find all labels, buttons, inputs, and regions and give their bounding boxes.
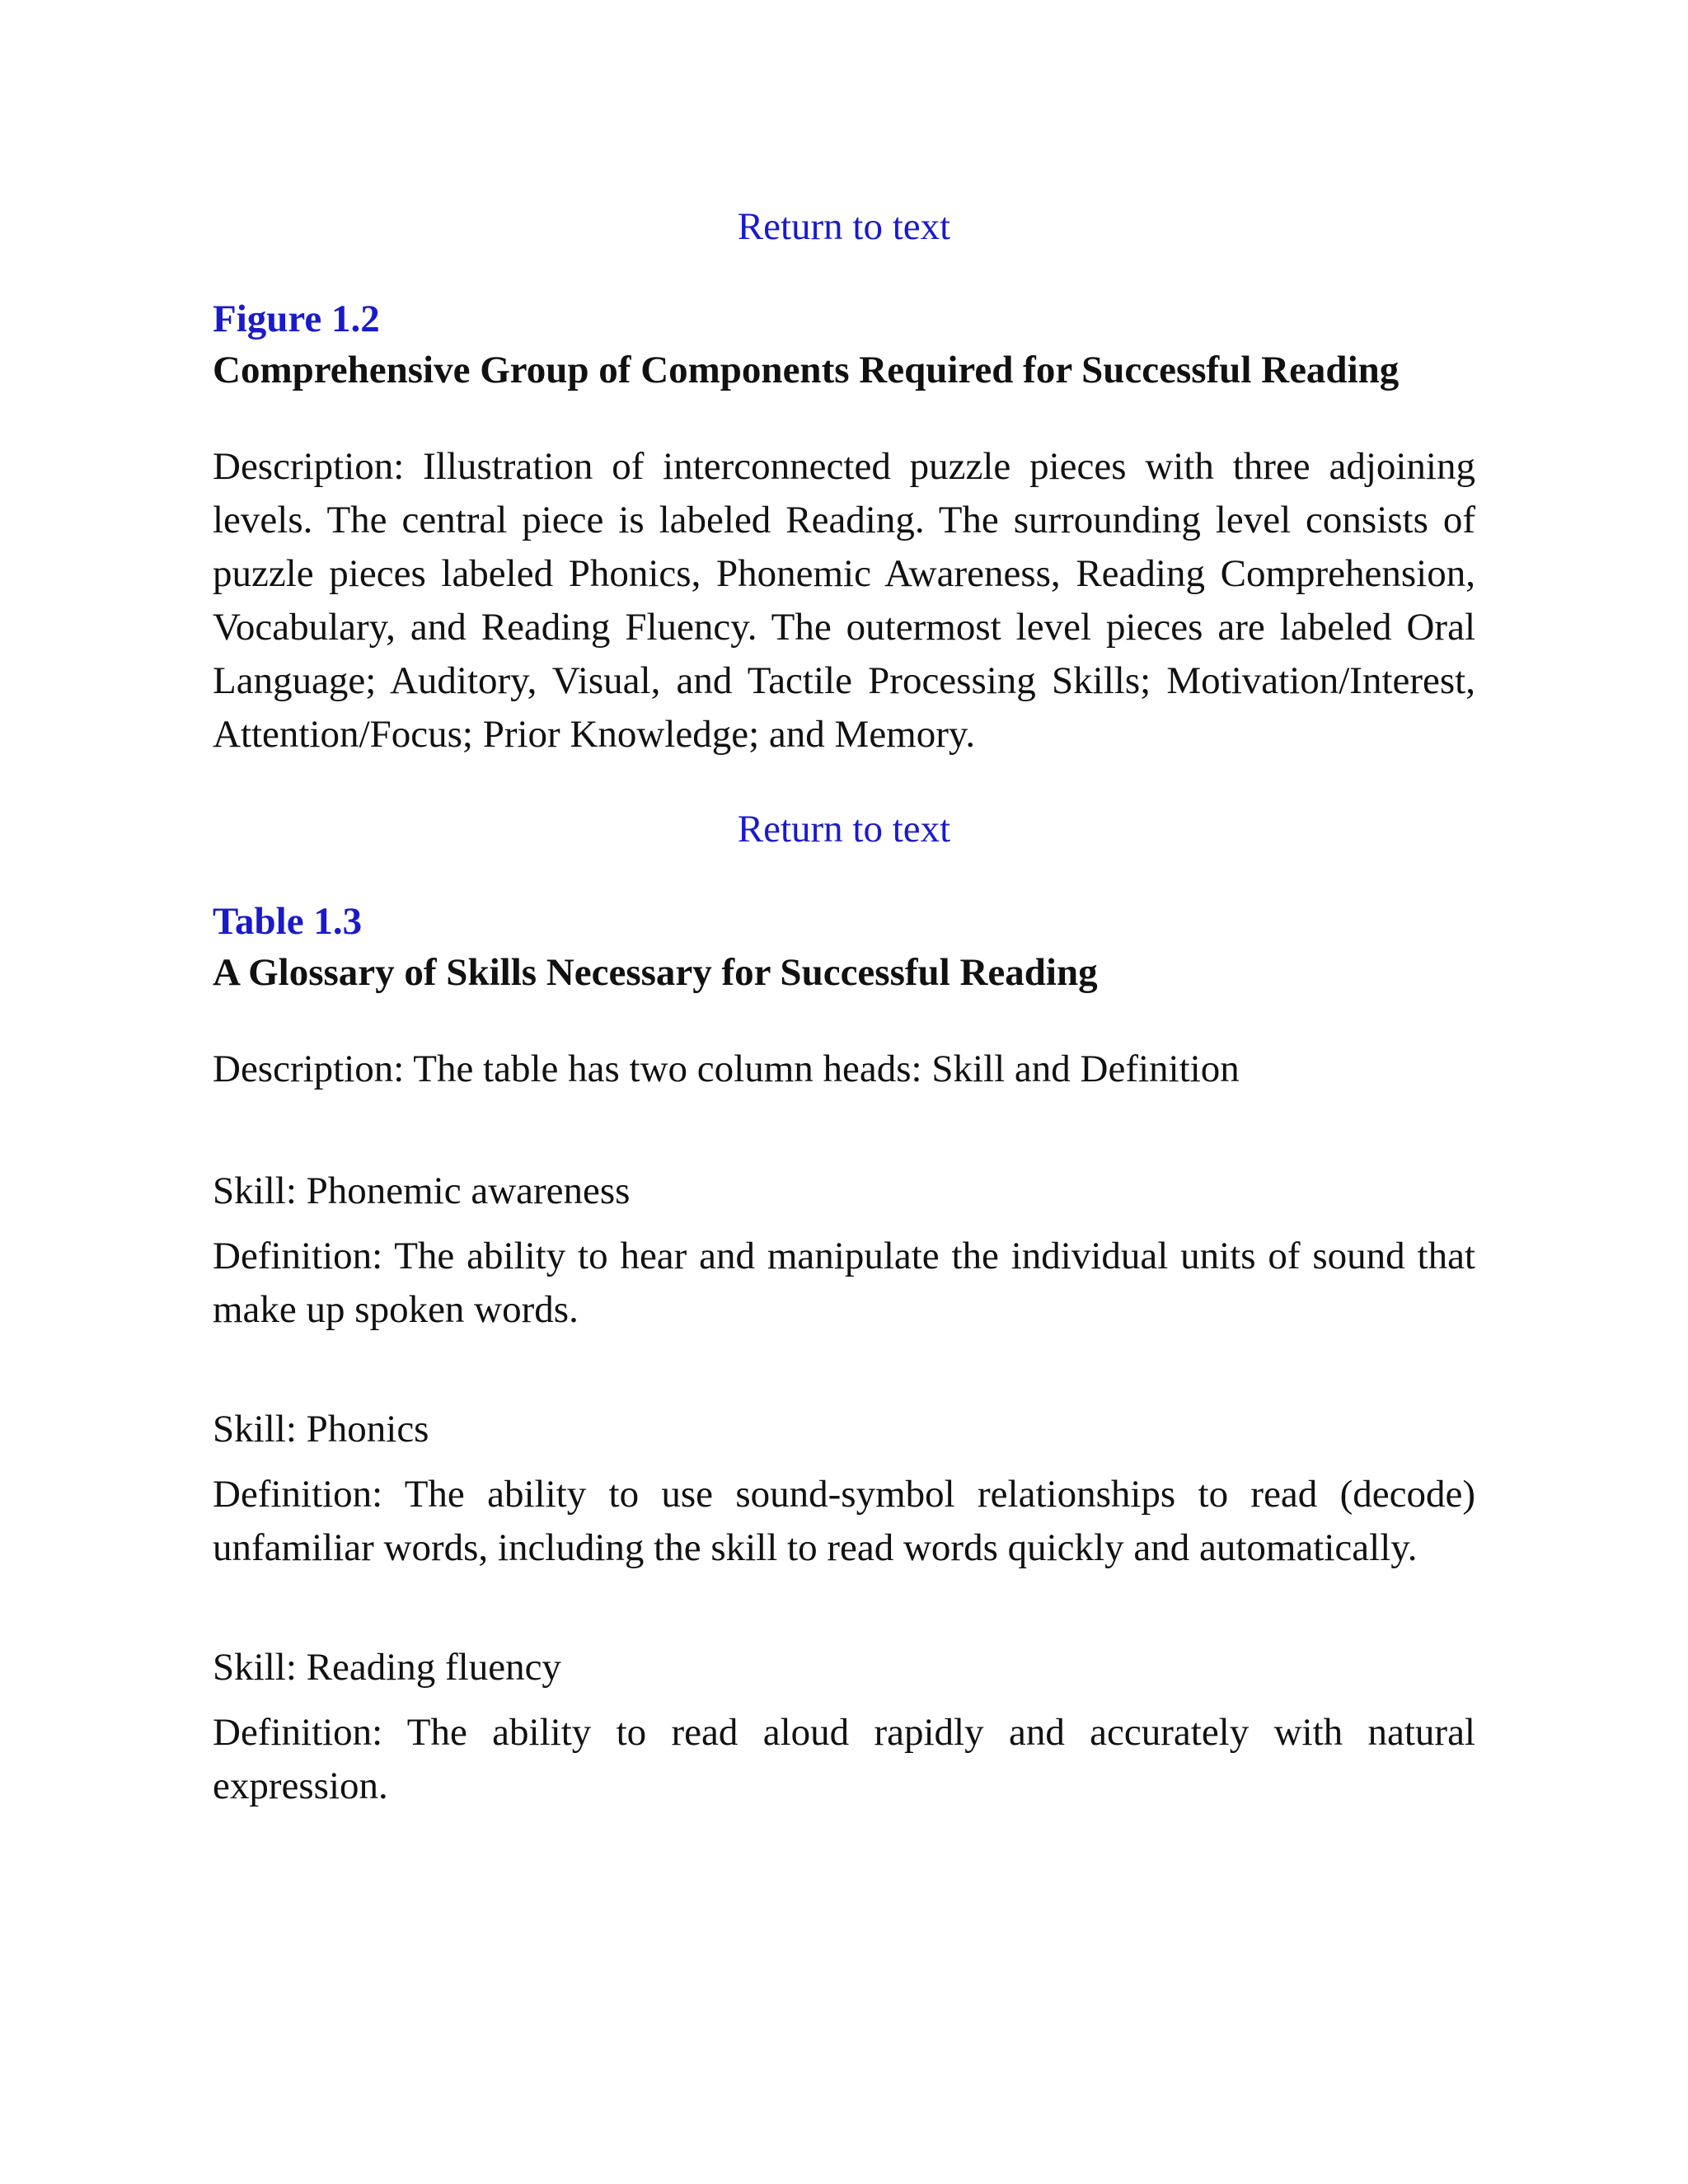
document-page xyxy=(213,0,1475,1813)
table-title: A Glossary of Skills Necessary for Successful Reading xyxy=(213,951,1098,994)
return-to-text-link-2[interactable]: Return to text xyxy=(737,808,951,851)
skill-name: Skill: Reading fluency xyxy=(213,1646,561,1689)
glossary-entry xyxy=(213,1165,1475,1337)
table-description: Description: The table has two column heads: Skill and Definition xyxy=(213,1047,1240,1090)
figure-label: Figure 1.2 xyxy=(213,298,380,340)
glossary-entry xyxy=(213,1403,1475,1575)
return-to-text-link[interactable]: Return to text xyxy=(737,205,951,248)
glossary-entry xyxy=(213,1641,1475,1813)
skill-name: Skill: Phonemic awareness xyxy=(213,1169,631,1212)
table-label: Table 1.3 xyxy=(213,900,363,943)
skill-definition: Definition: The ability to read aloud rapidly and accurately with natural expression. xyxy=(213,1711,1475,1807)
skill-definition: Definition: The ability to use sound-symbol relationships to read (decode) unfamiliar words, including the skill to read words quickly and automatically. xyxy=(213,1473,1475,1569)
skill-definition: Definition: The ability to hear and manipulate the individual units of sound that make up spoken words. xyxy=(213,1235,1475,1331)
figure-description: Description: Illustration of interconnected puzzle pieces with three adjoining levels. The central piece is labeled Reading. The surrounding level consists of puzzle pieces labeled Phonics, Phonemic Awareness, Reading Comprehension, Vocabulary, and Reading Fluency. The outermost level pieces are labeled Oral Language; Auditory, Visual, and Tactile Processing Skills; Motivation/Interest, Attention/Focus; Prior Knowledge; and Memory. xyxy=(213,445,1475,756)
skill-name: Skill: Phonics xyxy=(213,1408,429,1451)
figure-title: Comprehensive Group of Components Required for Successful Reading xyxy=(213,349,1400,391)
